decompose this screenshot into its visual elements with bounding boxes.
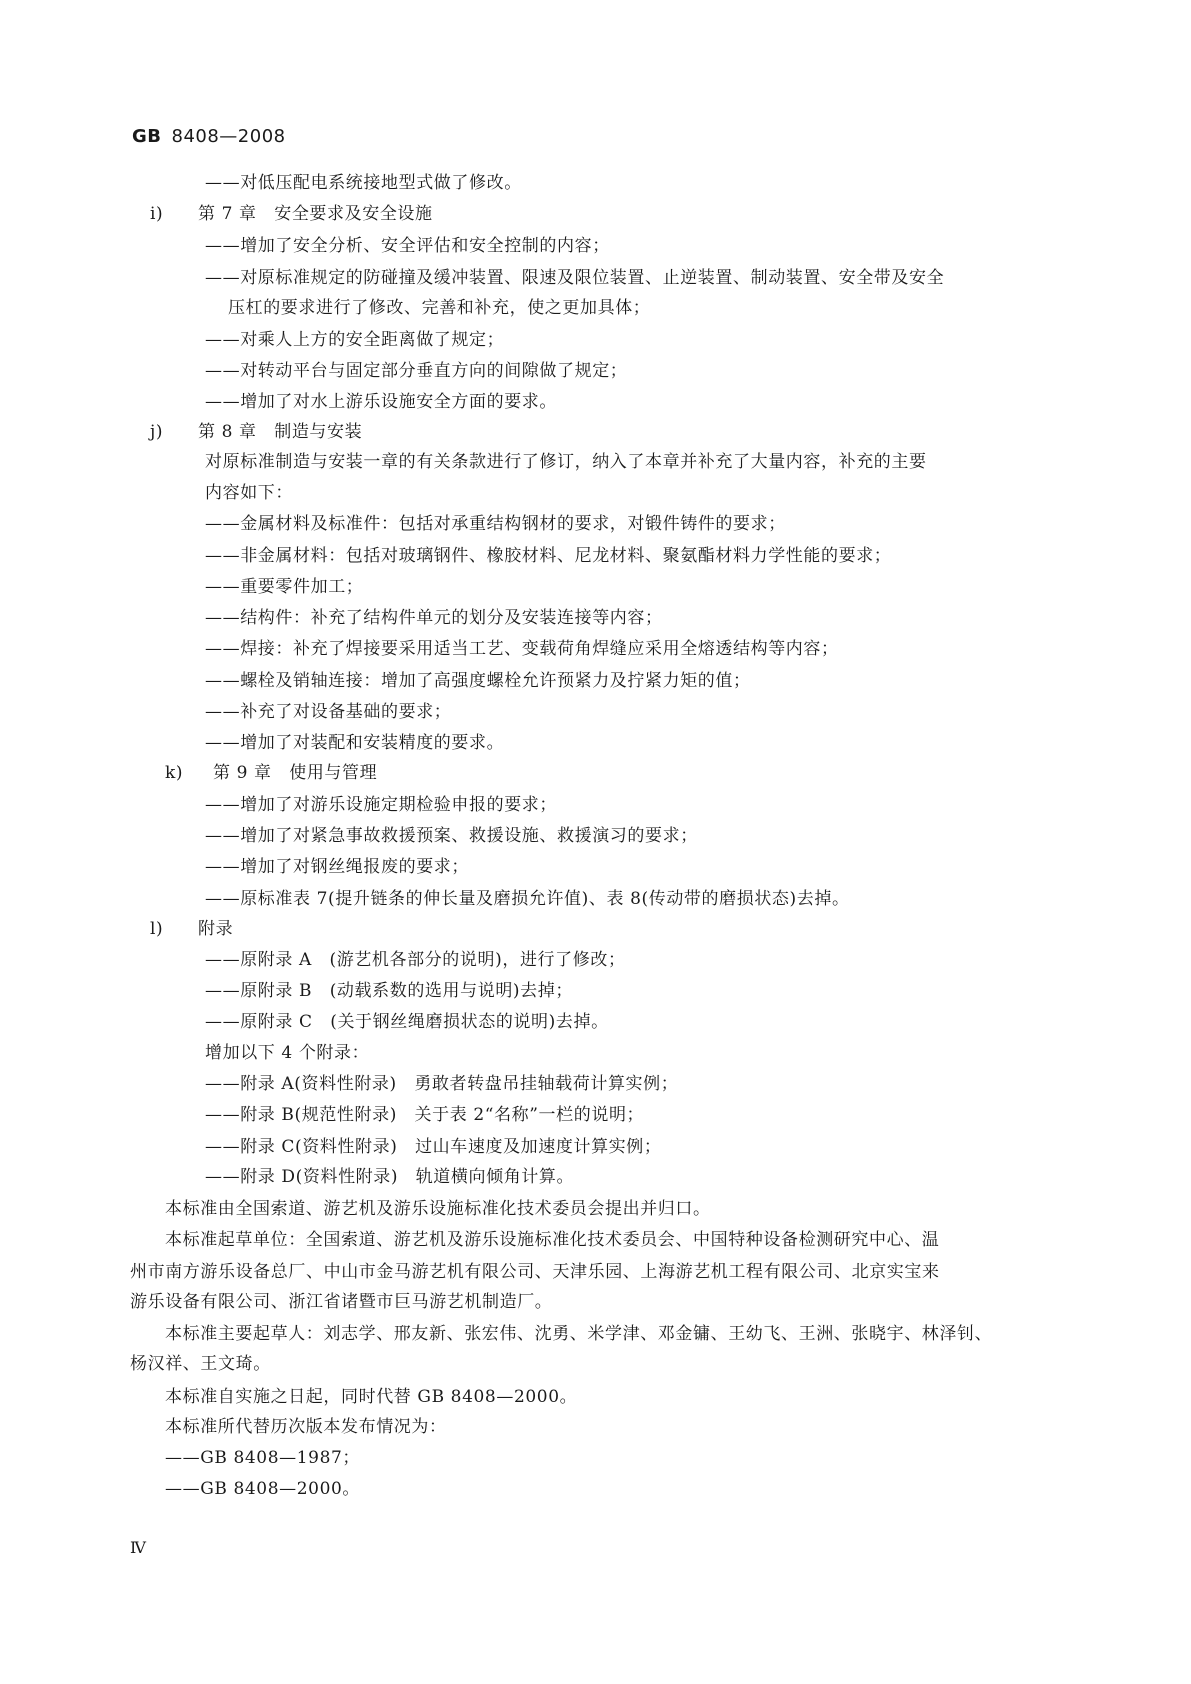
text-line: ——补充了对设备基础的要求； [205, 702, 452, 722]
text-line: 压杠的要求进行了修改、完善和补充，使之更加具体； [228, 298, 651, 318]
text-line [150, 421, 362, 443]
text-line: 对原标准制造与安装一章的有关条款进行了修订，纳入了本章并补充了大量内容，补充的主要 [205, 452, 927, 472]
text-line: ——附录 A(资料性附录) 勇敢者转盘吊挂轴载荷计算实例； [205, 1074, 679, 1094]
text-line: ——金属材料及标准件：包括对承重结构钢材的要求，对锻件铸件的要求； [205, 514, 786, 534]
text-line: ——原标准表 7(提升链条的伸长量及磨损允许值)、表 8(传动带的磨损状态)去掉。 [205, 889, 850, 909]
text-line: ——附录 B(规范性附录) 关于表 2“名称”一栏的说明； [205, 1105, 645, 1125]
list-item-title: 附录 [198, 919, 234, 939]
text-line: ——非金属材料：包括对玻璃钢件、橡胶材料、尼龙材料、聚氨酯材料力学性能的要求； [205, 546, 892, 566]
text-line: ——重要零件加工； [205, 577, 364, 597]
text-line: ——原附录 A (游艺机各部分的说明)，进行了修改； [205, 950, 626, 970]
text-line: ——对原标准规定的防碰撞及缓冲装置、限速及限位装置、止逆装置、制动装置、安全带及安全 [205, 268, 945, 288]
text-line: ——结构件：补充了结构件单元的划分及安装连接等内容； [205, 608, 663, 628]
text-line: 州市南方游乐设备总厂、中山市金马游艺机有限公司、天津乐园、上海游艺机工程有限公司、北京实宝来 [130, 1262, 940, 1282]
text-line: ——增加了对钢丝绳报废的要求； [205, 857, 469, 877]
text-line: 本标准主要起草人：刘志学、邢友新、张宏伟、沈勇、米学津、邓金镛、王幼飞、王洲、张晓宇、林泽钊、 [165, 1324, 993, 1344]
text-line: ——附录 D(资料性附录) 轨道横向倾角计算。 [205, 1167, 575, 1187]
text-line: 增加以下 4 个附录： [205, 1043, 370, 1063]
page-number: Ⅳ [130, 1538, 146, 1557]
text-line: ——对转动平台与固定部分垂直方向的间隙做了规定； [205, 361, 628, 381]
text-line: 本标准起草单位：全国索道、游艺机及游乐设施标准化技术委员会、中国特种设备检测研究中心、温 [165, 1230, 940, 1250]
list-item-label: k) [165, 763, 184, 783]
list-item-title: 第 9 章 使用与管理 [213, 763, 378, 783]
text-line: ——增加了安全分析、安全评估和安全控制的内容； [205, 236, 610, 256]
text-line: 本标准由全国索道、游艺机及游乐设施标准化技术委员会提出并归口。 [165, 1199, 711, 1219]
text-line: ——GB 8408—1987； [165, 1448, 361, 1468]
text-line: ——增加了对装配和安装精度的要求。 [205, 733, 505, 753]
standard-number: 8408—2008 [171, 126, 286, 147]
standard-code: GB [132, 126, 162, 147]
text-line [150, 918, 233, 940]
text-line: 内容如下： [205, 483, 293, 503]
text-line: 游乐设备有限公司、浙江省诸暨市巨马游艺机制造厂。 [130, 1292, 553, 1312]
list-item-title: 第 8 章 制造与安装 [198, 422, 363, 442]
document-header [132, 126, 286, 147]
text-line: 本标准自实施之日起，同时代替 GB 8408—2000。 [165, 1387, 578, 1407]
text-line [150, 203, 433, 225]
text-line: 本标准所代替历次版本发布情况为： [165, 1417, 447, 1437]
list-item-label: l) [150, 919, 164, 939]
text-line: ——原附录 C (关于钢丝绳磨损状态的说明)去掉。 [205, 1012, 609, 1032]
text-line: ——增加了对水上游乐设施安全方面的要求。 [205, 392, 557, 412]
text-line: ——附录 C(资料性附录) 过山车速度及加速度计算实例； [205, 1137, 662, 1157]
text-line: ——对乘人上方的安全距离做了规定； [205, 330, 505, 350]
text-line: ——增加了对游乐设施定期检验申报的要求； [205, 795, 557, 815]
text-line: ——螺栓及销轴连接：增加了高强度螺栓允许预紧力及拧紧力矩的值； [205, 671, 751, 691]
text-line: ——焊接：补充了焊接要采用适当工艺、变载荷角焊缝应采用全熔透结构等内容； [205, 639, 839, 659]
text-line [165, 762, 377, 784]
list-item-title: 第 7 章 安全要求及安全设施 [198, 204, 433, 224]
text-line: ——增加了对紧急事故救援预案、救援设施、救援演习的要求； [205, 826, 698, 846]
list-item-label: j) [150, 422, 164, 442]
text-line: 杨汉祥、王文琦。 [130, 1354, 271, 1374]
list-item-label: i) [150, 204, 164, 224]
text-line: ——原附录 B (动载系数的选用与说明)去掉； [205, 981, 573, 1001]
text-line: ——对低压配电系统接地型式做了修改。 [205, 173, 522, 193]
text-line: ——GB 8408—2000。 [165, 1479, 361, 1499]
